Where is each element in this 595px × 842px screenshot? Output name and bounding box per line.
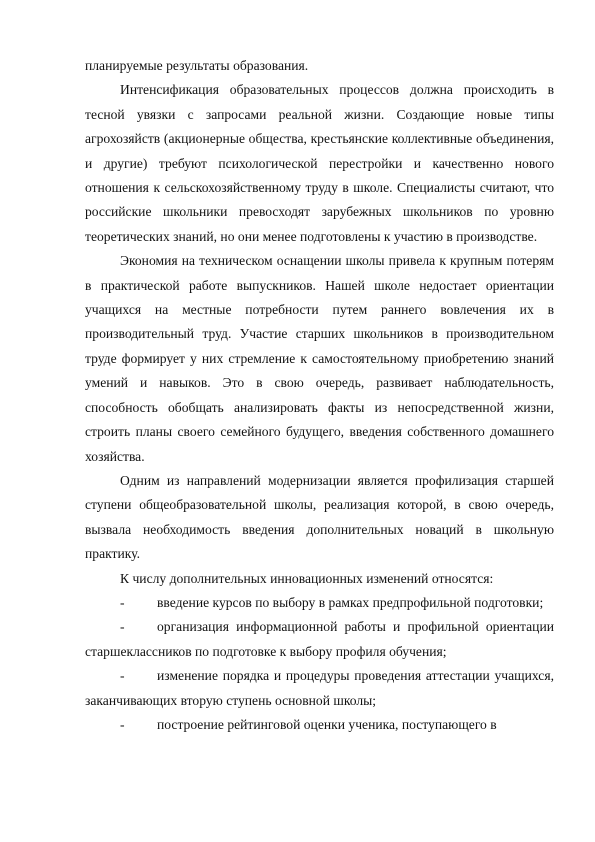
list-item (85, 664, 554, 713)
list-dash: - (120, 594, 125, 610)
list-item-text: построение рейтинговой оценки ученика, поступающего в (157, 716, 497, 732)
list-item-text: изменение порядка и процедуры проведения аттестации учащихся, заканчивающих вторую ступень основной школы; (85, 668, 554, 708)
list-item (85, 713, 554, 737)
paragraph-intensification: Интенсификация образовательных процессов должна происходить в тесной увязки с запросами реальной жизни. Создающие новые типы агрохозяйств (акционерные общества, крестьянские коллективные объединения, и другие) требуют психологической перестройки и качественно нового отношения к сельскохозяйственному труду в школе. Специалисты считают, что российские школьники превосходят зарубежных школьников по уровню теоретических знаний, но они менее подготовлены к участию в производстве. (85, 82, 554, 244)
list-item-text: введение курсов по выбору в рамках предпрофильной подготовки; (157, 594, 544, 610)
list-dash: - (120, 668, 125, 684)
paragraph-economy: Экономия на техническом оснащении школы привела к крупным потерям в практической работе выпускников. Нашей школе недостает ориентации учащихся на местные потребности путем раннего вовлечения их в производительный труд. Участие старших школьников в производительном труде формирует у них стремление к самостоятельному приобретению знаний умений и навыков. Это в свою очередь, развивает наблюдательность, способность обобщать анализировать факты из непосредственной жизни, строить планы своего семейного будущего, введения собственного домашнего хозяйства. (85, 253, 554, 464)
paragraph-continuation: планируемые результаты образования. (85, 58, 309, 73)
list-dash: - (120, 619, 125, 635)
list-item (85, 615, 554, 664)
list-item (85, 591, 554, 615)
list-dash: - (120, 716, 125, 732)
list-item-text: организация информационной работы и профильной ориентации старшеклассников по подготовке к выбору профиля обучения; (85, 619, 554, 659)
paragraph-list-intro: К числу дополнительных инновационных изменений относятся: (120, 570, 494, 586)
paragraph-profiling: Одним из направлений модернизации является профилизация старшей ступени общеобразовательной школы, реализация которой, в свою очередь, вызвала необходимость введения дополнительных новаций в школьную практику. (85, 472, 554, 562)
document-body (85, 54, 554, 737)
